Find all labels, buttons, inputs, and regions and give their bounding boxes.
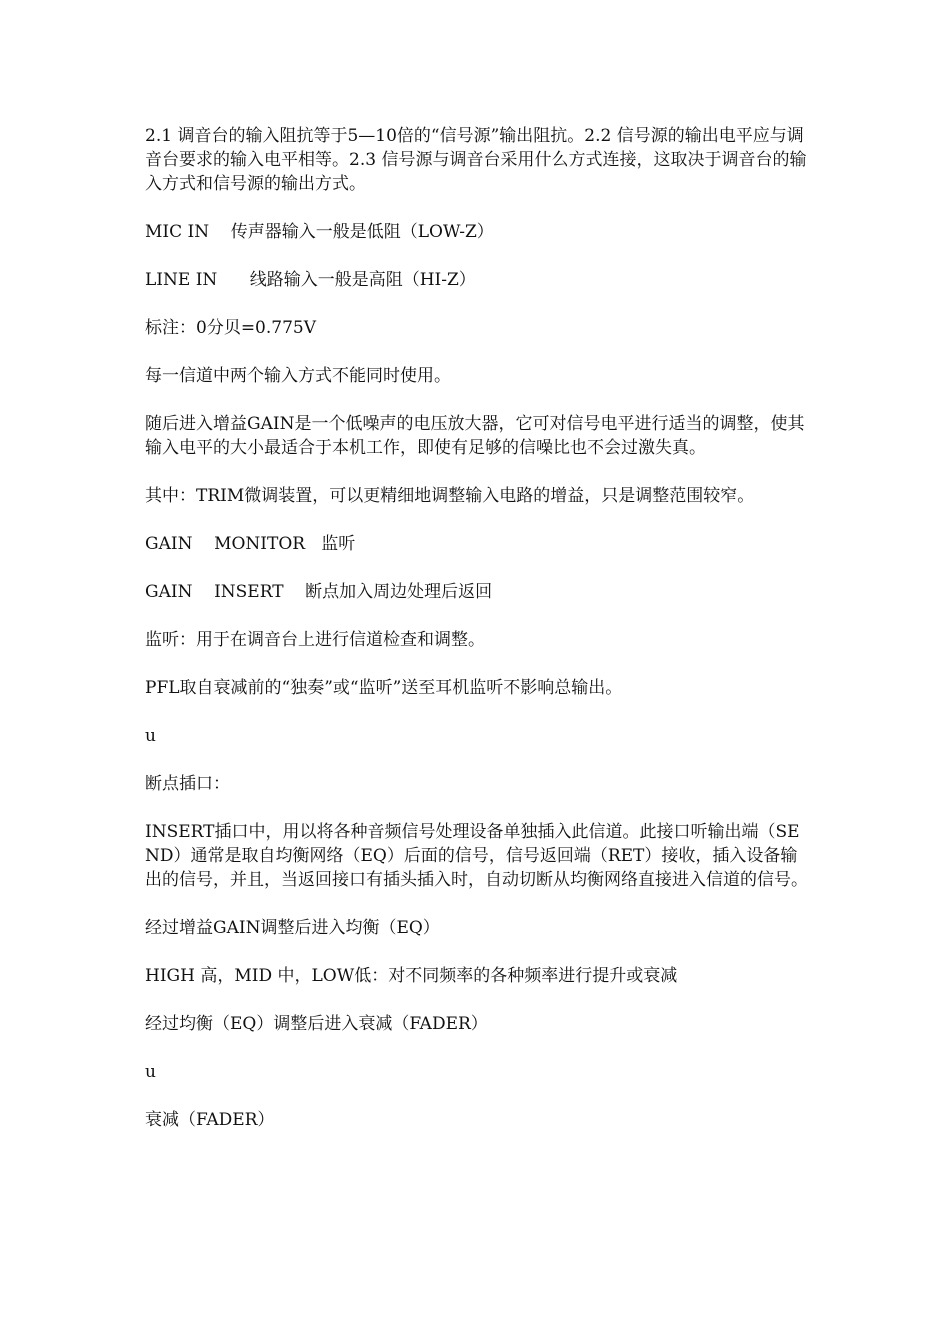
paragraph-trim: 其中：TRIM微调装置，可以更精细地调整输入电路的增益，只是调整范围较窄。 — [145, 486, 755, 506]
paragraph-bullet-u-2: u — [145, 1062, 156, 1082]
paragraph-eq-entry: 经过增益GAIN调整后进入均衡（EQ） — [145, 918, 440, 938]
paragraph-pfl: PFL取自衰减前的“独奏”或“监听”送至耳机监听不影响总输出。 — [145, 678, 623, 698]
paragraph-fader-entry: 经过均衡（EQ）调整后进入衰减（FADER） — [145, 1014, 488, 1034]
paragraph-line-in: LINE IN 线路输入一般是高阻（HI-Z） — [145, 270, 476, 290]
paragraph-gain-monitor: GAIN MONITOR 监听 — [145, 534, 356, 554]
paragraph-gain: 随后进入增益GAIN是一个低噪声的电压放大器，它可对信号电平进行适当的调整，使其输入电平的大小最适合于本机工作，即使有足够的信噪比也不会过激失真。 — [145, 414, 805, 458]
paragraph-gain-insert: GAIN INSERT 断点加入周边处理后返回 — [145, 582, 493, 602]
paragraph-input-exclusive: 每一信道中两个输入方式不能同时使用。 — [145, 366, 451, 386]
paragraph-bullet-u-1: u — [145, 726, 156, 746]
paragraph-input-impedance: 2.1 调音台的输入阻抗等于5—10倍的“信号源”输出阻抗。2.2 信号源的输出电平应与调音台要求的输入电平相等。2.3 信号源与调音台采用什么方式连接，这取决于调音台的输入方式和信号源的输出方式。 — [145, 126, 807, 194]
paragraph-insert-heading: 断点插口： — [145, 774, 230, 794]
paragraph-mic-in: MIC IN 传声器输入一般是低阻（LOW-Z） — [145, 222, 494, 242]
paragraph-monitor-definition: 监听：用于在调音台上进行信道检查和调整。 — [145, 630, 485, 650]
paragraph-fader-heading: 衰减（FADER） — [145, 1110, 275, 1130]
paragraph-insert-description: INSERT插口中，用以将各种音频信号处理设备单独插入此信道。此接口听输出端（SEND）通常是取自均衡网络（EQ）后面的信号，信号返回端（RET）接收，插入设备输出的信号，并且，当返回接口有插头插入时，自动切断从均衡网络直接进入信道的信号。 — [145, 822, 808, 890]
document-body — [145, 124, 809, 1156]
paragraph-eq-bands: HIGH 高，MID 中，LOW低：对不同频率的各种频率进行提升或衰减 — [145, 966, 678, 986]
paragraph-note-decibel: 标注：0分贝=0.775V — [145, 318, 317, 338]
